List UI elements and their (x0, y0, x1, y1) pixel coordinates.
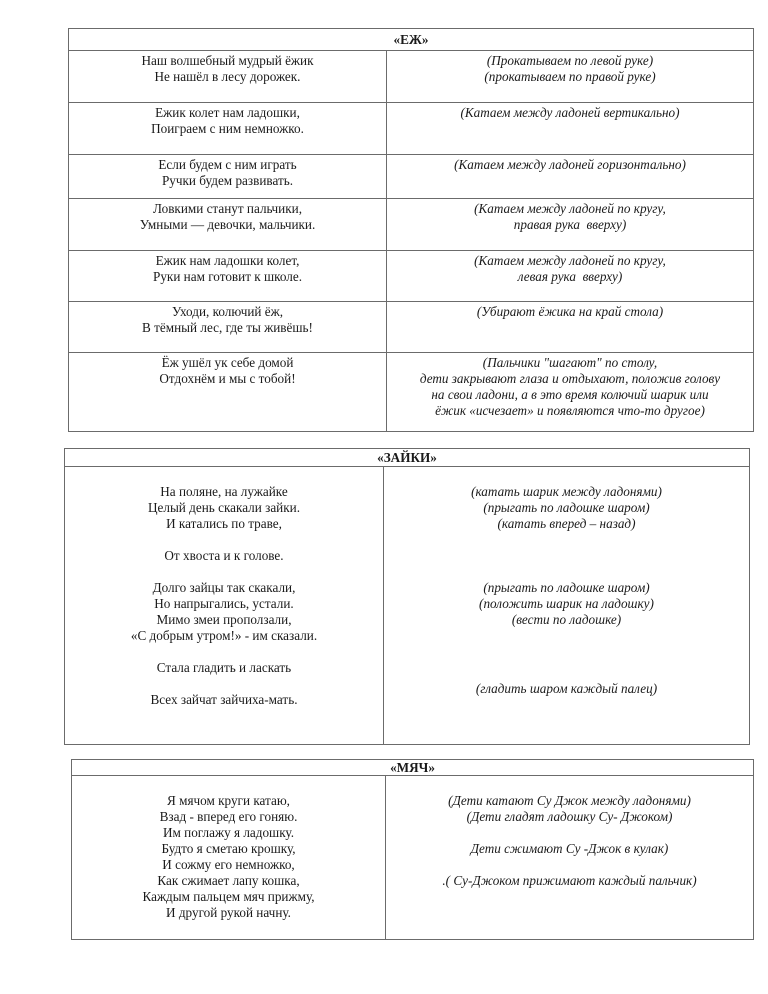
verse-line: Стала гладить и ласкать (156, 660, 292, 675)
action-cell (384, 467, 750, 745)
table-title: «МЯЧ» (72, 760, 754, 776)
table-row (69, 155, 754, 199)
action-line: (Дети гладят ладошку Су- Джоком) (466, 809, 673, 824)
spacer (65, 564, 383, 580)
verse-line: Ежик нам ладошки колет, (155, 253, 300, 268)
action-line: (гладить шаром каждый палец) (475, 681, 658, 696)
action-cell (387, 353, 754, 432)
verse-line: Будто я сметаю крошку, (161, 841, 296, 856)
verse-line: Мимо змеи проползали, (156, 612, 292, 627)
verse-line: Если будем с ним играть (158, 157, 297, 172)
spacer (384, 660, 749, 676)
verse-line: Взад - вперед его гоняю. (159, 809, 298, 824)
action-cell (387, 51, 754, 103)
verse-line: Наш волшебный мудрый ёжик (141, 53, 314, 68)
verse-cell (69, 103, 387, 155)
verse-line: Каждым пальцем мяч прижму, (142, 889, 315, 904)
verse-cell (69, 199, 387, 251)
spacer (384, 532, 749, 548)
verse-line: Ручки будем развивать. (161, 173, 294, 188)
table-title: «ЗАЙКИ» (65, 449, 750, 467)
spacer (384, 644, 749, 660)
table-row (69, 353, 754, 432)
action-line: на свои ладони, а в это время колючий шарик или (431, 387, 709, 402)
verse-line: Долго зайцы так скакали, (152, 580, 296, 595)
verse-line: Отдохнём и мы с тобой! (159, 371, 296, 386)
verse-line: В тёмный лес, где ты живёшь! (142, 320, 313, 335)
action-cell (387, 199, 754, 251)
verse-line: Я мячом круги катаю, (167, 793, 290, 808)
action-line: (Катаем между ладоней по кругу, (474, 253, 666, 268)
action-line: (Пальчики "шагают" по столу, (482, 355, 658, 370)
verse-line: Ловкими станут пальчики, (152, 201, 302, 216)
verse-line: Ежик колет нам ладошки, (155, 105, 300, 120)
table-row (65, 467, 750, 745)
action-line: (катать шарик между ладонями) (471, 484, 662, 499)
spacer (384, 548, 749, 564)
verse-line: Поиграем с ним немножко. (151, 121, 304, 136)
action-line: (вести по ладошке) (511, 612, 622, 627)
action-line: (прыгать по ладошке шаром) (483, 500, 650, 515)
ball-table (71, 759, 754, 940)
spacer (65, 532, 383, 548)
table-row (72, 776, 754, 940)
action-cell (387, 251, 754, 302)
verse-line: И катались по траве, (166, 516, 282, 531)
action-line: (Катаем между ладоней горизонтально) (454, 157, 686, 172)
verse-line: Целый день скакали зайки. (147, 500, 300, 515)
action-line: правая рука вверху) (513, 217, 627, 232)
verse-cell (65, 467, 384, 745)
action-line: .( Су-Джоком прижимают каждый пальчик) (442, 873, 697, 888)
verse-cell (72, 776, 386, 940)
verse-cell (69, 251, 387, 302)
action-cell (386, 776, 754, 940)
spacer (386, 825, 753, 841)
verse-line: Умными — девочки, мальчики. (139, 217, 316, 232)
action-line: (Прокатываем по левой руке) (486, 53, 654, 68)
spacer (384, 564, 749, 580)
action-line: левая рука вверху) (517, 269, 623, 284)
action-cell (387, 155, 754, 199)
action-line: ёжик «исчезает» и появляются что-то другое) (435, 403, 705, 418)
action-cell (387, 103, 754, 155)
action-line: (Дети катают Су Джок между ладонями) (448, 793, 691, 808)
action-line: (Катаем между ладоней вертикально) (460, 105, 680, 120)
action-line: (прыгать по ладошке шаром) (483, 580, 650, 595)
hedgehog-table (68, 28, 754, 432)
verse-line: Всех зайчат зайчиха-мать. (150, 692, 298, 707)
action-line: (Убирают ёжика на край стола) (476, 304, 664, 319)
verse-line: Ёж ушёл ук себе домой (161, 355, 294, 370)
verse-line: Как сжимает лапу кошка, (157, 873, 300, 888)
spacer (386, 857, 753, 873)
action-line: (катать вперед – назад) (497, 516, 636, 531)
action-line: Дети сжимают Су -Джок в кулак) (470, 841, 669, 856)
verse-cell (69, 353, 387, 432)
verse-cell (69, 302, 387, 353)
verse-line: И сожму его немножко, (162, 857, 295, 872)
verse-line: На поляне, на лужайке (160, 484, 288, 499)
verse-cell (69, 51, 387, 103)
table-row (69, 251, 754, 302)
spacer (65, 644, 383, 660)
bunnies-table (64, 448, 750, 745)
action-line: (положить шарик на ладошку) (479, 596, 654, 611)
spacer (65, 676, 383, 692)
action-line: (Катаем между ладоней по кругу, (474, 201, 666, 216)
table-row (69, 51, 754, 103)
verse-line: И другой рукой начну. (166, 905, 291, 920)
action-line: дети закрывают глаза и отдыхают, положив голову (419, 371, 721, 386)
verse-line: Но напрыгались, устали. (154, 596, 294, 611)
action-line: (прокатываем по правой руке) (484, 69, 656, 84)
verse-line: Не нашёл в лесу дорожек. (154, 69, 301, 84)
verse-line: Руки нам готовит к школе. (152, 269, 302, 284)
table-row (69, 302, 754, 353)
verse-cell (69, 155, 387, 199)
verse-line: От хвоста и к голове. (164, 548, 284, 563)
table-title: «ЕЖ» (69, 29, 754, 51)
action-cell (387, 302, 754, 353)
table-row (69, 199, 754, 251)
spacer (384, 628, 749, 644)
verse-line: Уходи, колючий ёж, (171, 304, 284, 319)
table-row (69, 103, 754, 155)
verse-line: «С добрым утром!» - им сказали. (130, 628, 318, 643)
verse-line: Им поглажу я ладошку. (162, 825, 295, 840)
